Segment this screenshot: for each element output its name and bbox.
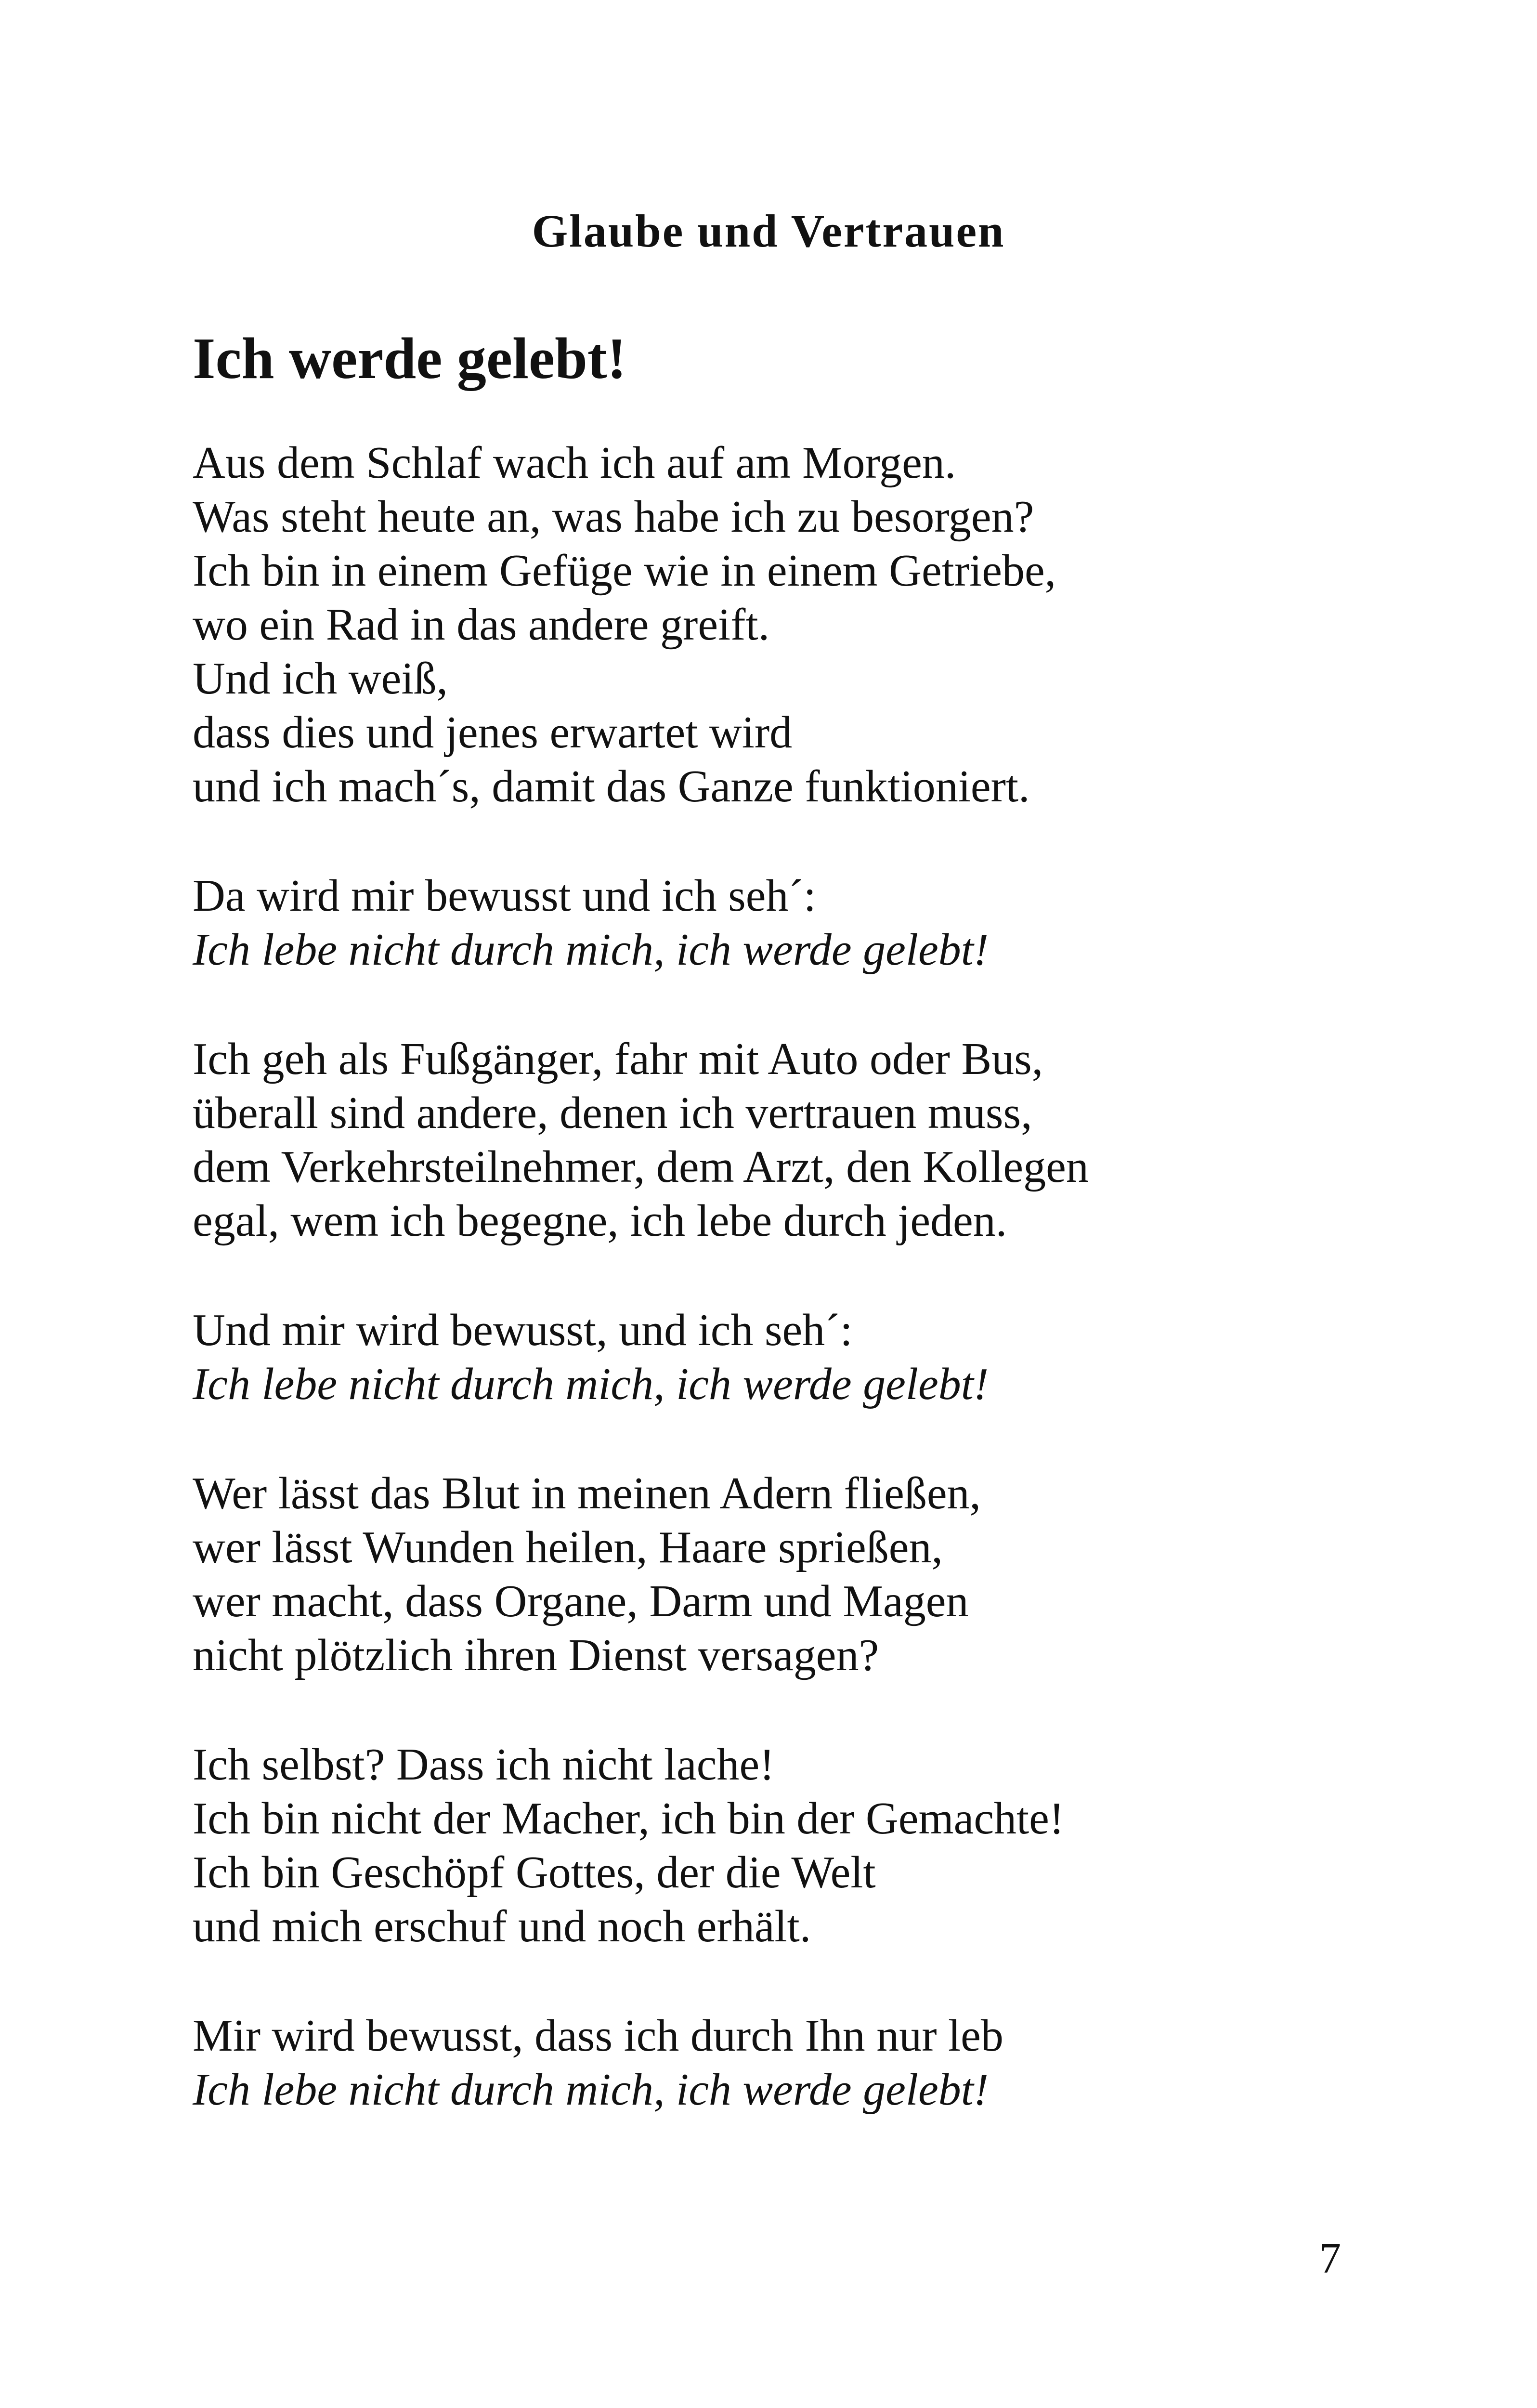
poem-line: dem Verkehrsteilnehmer, dem Arzt, den Kollegen (193, 1142, 1089, 1192)
poem-line: nicht plötzlich ihren Dienst versagen? (193, 1630, 879, 1680)
refrain-line: Ich lebe nicht durch mich, ich werde gelebt! (193, 1359, 989, 1409)
stanza (193, 2009, 1445, 2117)
section-heading: Glaube und Vertrauen (532, 205, 1005, 257)
poem-line: egal, wem ich begegne, ich lebe durch jeden. (193, 1196, 1007, 1246)
poem-line: und ich mach´s, damit das Ganze funktioniert. (193, 761, 1030, 811)
poem-line: Ich bin in einem Gefüge wie in einem Getriebe, (193, 546, 1056, 596)
poem-title: Ich werde gelebt! (193, 326, 627, 391)
stanza (193, 436, 1445, 813)
stanza (193, 1738, 1445, 1953)
poem-line: Ich bin Geschöpf Gottes, der die Welt (193, 1847, 876, 1898)
poem-line: und mich erschuf und noch erhält. (193, 1901, 811, 1951)
poem-line: Aus dem Schlaf wach ich auf am Morgen. (193, 438, 956, 488)
stanza (193, 1303, 1445, 1411)
stanza (193, 1466, 1445, 1682)
poem-line: Ich bin nicht der Macher, ich bin der Gemachte! (193, 1793, 1065, 1844)
poem-line: wer lässt Wunden heilen, Haare sprießen, (193, 1522, 943, 1572)
poem-line: Ich selbst? Dass ich nicht lache! (193, 1740, 775, 1790)
poem-line: Mir wird bewusst, dass ich durch Ihn nur leb (193, 2011, 1003, 2061)
refrain-line: Ich lebe nicht durch mich, ich werde gelebt! (193, 2065, 989, 2115)
refrain-line: Ich lebe nicht durch mich, ich werde gelebt! (193, 925, 989, 975)
poem-line: dass dies und jenes erwartet wird (193, 707, 793, 758)
stanza (193, 869, 1445, 977)
poem-line: wer macht, dass Organe, Darm und Magen (193, 1576, 969, 1626)
stanza (193, 1032, 1445, 1248)
poem-line: Und mir wird bewusst, und ich seh´: (193, 1305, 853, 1355)
poem-line: Da wird mir bewusst und ich seh´: (193, 871, 816, 921)
poem-line: Und ich weiß, (193, 654, 448, 704)
page-number: 7 (1319, 2235, 1341, 2282)
poem-body (193, 436, 1445, 2172)
poem-line: Was steht heute an, was habe ich zu besorgen? (193, 492, 1034, 542)
poem-line: wo ein Rad in das andere greift. (193, 600, 770, 650)
poem-line: Ich geh als Fußgänger, fahr mit Auto oder Bus, (193, 1034, 1043, 1084)
poem-line: überall sind andere, denen ich vertrauen muss, (193, 1088, 1032, 1138)
poem-line: Wer lässt das Blut in meinen Adern fließen, (193, 1468, 981, 1518)
